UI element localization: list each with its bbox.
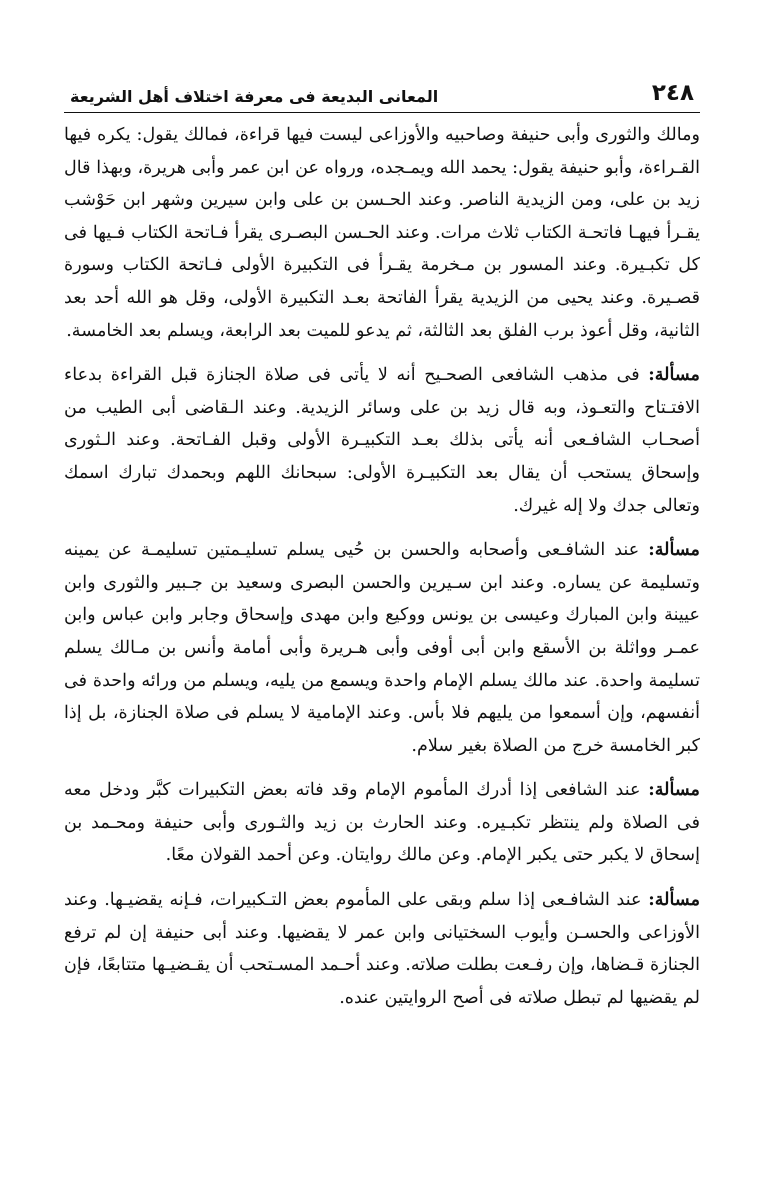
paragraph-text: عند الشافـعى وأصحابه والحسن بن حُيى يسلم تسليـمتين تسليمـة عن يمينه وتسليمة عن يساره. وعند ابن سـيرين والحسن البصرى وسعيد بن جـبير والثورى وابن عيينة وابن المبارك وعيسى بن يونس ووكيع وابن مهدى وإسحاق وجابر وابن عباس وابن عمـر وواثلة بن الأسقع وابن أبى أوفى وأبى هـريرة وأبى أمامة وأنس بن مـالك يسلم تسليمة واحدة. عند مالك يسلم الإمام واحدة ويسمع من يليه، ويسلم من ورائه واحدة فى أنفسهم، وإن أسمعوا من يليهم فلا بأس. وعند الإمامية لا يسلم فى صلاة الجنازة، بل إذا كبر الخامسة خرج من الصلاة بغير سلام. — [64, 540, 700, 756]
paragraph-3 — [64, 534, 700, 762]
paragraph-text: فى مذهب الشافعى الصحـيح أنه لا يأتى فى صلاة الجنازة قبل القراءة بدعاء الافتـتاح والتعـوذ، وبه قال زيد بن على وسائر الزيدية. وعند الـقاضى أبى الطيب من أصحـاب الشافـعى أنه يأتى بذلك بعـد التكبيـرة الأولى وقبل الفـاتحة. وعند الـثورى وإسحاق يستحب أن يقال بعد التكبيـرة الأولى: سبحانك اللهم وبحمدك تبارك اسمك وتعالى جدك ولا إله غيرك. — [64, 365, 700, 516]
page-number: ٢٤٨ — [651, 80, 694, 106]
paragraph-text: عند الشافـعى إذا سلم وبقى على المأموم بعض التـكبيرات، فـإنه يقضيـها. وعند الأوزاعى والحسـن وأيوب السختيانى وابن عمر لا يقضيها. وعند أبى حنيفة إن لم ترفع الجنازة قـضاها، وإن رفـعت بطلت صلاته. وعند أحـمد المسـتحب أن يقـضيـها متتابعًا، فإن لم يقضيها لم تبطل صلاته فى أصح الروايتين عنده. — [64, 890, 700, 1008]
paragraph-text: عند الشافعى إذا أدرك المأموم الإمام وقد فاته بعض التكبيرات كبَّر ودخل معه فى الصلاة ولم ينتظر تكبـيره. وعند الحارث بن زيد والثـورى وأبى حنيفة ومحـمد بن إسحاق لا يكبر حتى يكبر الإمام. وعن مالك روايتان. وعن أحمد القولان معًا. — [64, 780, 700, 866]
paragraph-text: ومالك والثورى وأبى حنيفة وصاحبيه والأوزاعى ليست فيها قراءة، فمالك يقول: يكره فيها القـراءة، وأبو حنيفة يقول: يحمد الله ويمـجده، ورواه عن ابن عمر وأبى هريرة، وبهذا قال زيد بن على، ومن الزيدية الناصر. وعند الحـسن بن على وابن سيرين وشهر ابن حَوْشب يقـرأ فيهـا فاتحـة الكتاب ثلاث مرات. وعند الحـسن البصـرى يقرأ فـاتحة الكتاب فـيها فى كل تكبـيرة. وعند المسور بن مـخرمة يقـرأ فى التكبيرة الأولى فـاتحة الكتاب وسورة قصـيرة. وعند يحيى من الزيدية يقرأ الفاتحة بعـد التكبيرة الأولى، وقل هو الله أحد بعد الثانية، وقل أعوذ برب الفلق بعد الثالثة، ثم يدعو للميت بعد الرابعة، ويسلم بعد الخامسة. — [64, 125, 700, 341]
paragraph-2 — [64, 359, 700, 522]
issue-label: مسألة: — [648, 889, 701, 911]
body-text — [64, 119, 700, 1014]
paragraph-5 — [64, 884, 700, 1014]
issue-label: مسألة: — [648, 539, 700, 561]
paragraph-1 — [64, 119, 700, 347]
running-title: المعانى البديعة فى معرفة اختلاف أهل الشريعة — [70, 87, 439, 106]
issue-label: مسألة: — [648, 779, 700, 801]
paragraph-4 — [64, 774, 700, 872]
page-header — [64, 80, 700, 113]
issue-label: مسألة: — [648, 364, 700, 386]
